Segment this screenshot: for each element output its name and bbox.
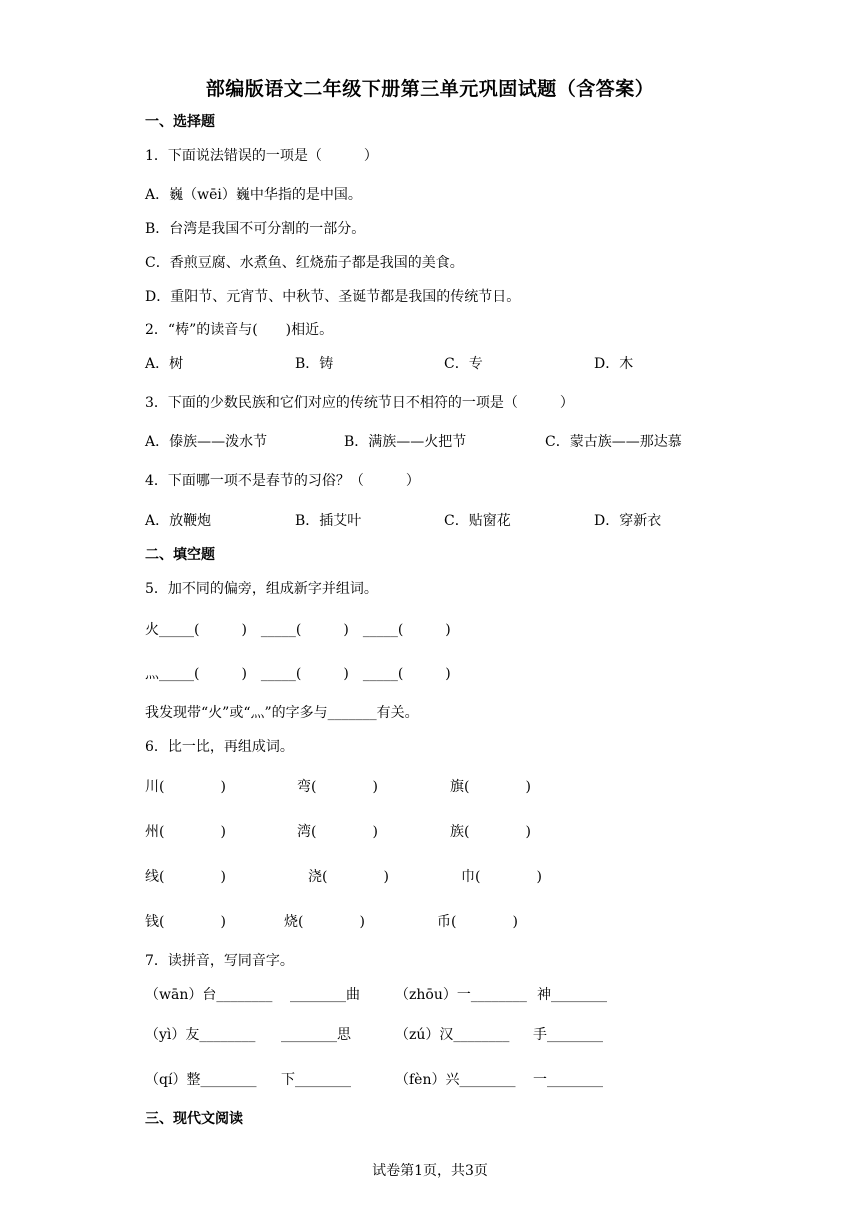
question-7-item: （wān）台________ [145,987,273,1003]
question-7-item: （yì）友________ [145,1027,256,1043]
question-2-stem: 2．“梼”的读音与( )相近。 [145,322,334,338]
question-7-item: （qí）整________ [145,1072,257,1088]
question-6-item: 弯( ) [297,779,378,795]
question-7-item: 神________ [537,987,607,1003]
question-6-item: 线( ) [145,869,226,885]
question-7-item: ________曲 [290,987,360,1003]
question-7-item: 下________ [281,1072,351,1088]
question-6-item: 旗( ) [450,779,531,795]
question-6-item: 州( ) [145,824,226,840]
question-6-item: 族( ) [450,824,531,840]
section-heading-fill-in: 二、填空题 [145,547,215,563]
question-6-item: 浇( ) [308,869,389,885]
question-4-option-c: C．贴窗花 [444,513,511,529]
question-2-option-a: A．树 [145,356,184,372]
question-7-item: 一________ [533,1072,603,1088]
question-2-option-d: D．木 [594,356,634,372]
section-heading-choice: 一、选择题 [145,114,215,130]
question-1-option-a: A．巍（wēi）巍中华指的是中国。 [145,187,362,203]
question-6-item: 烧( ) [284,914,365,930]
question-6-item: 川( ) [145,779,226,795]
question-2-option-c: C．专 [444,356,483,372]
question-7-item: 手________ [533,1027,603,1043]
question-1-stem: 1．下面说法错误的一项是（ ） [145,148,378,164]
question-4-option-d: D．穿新衣 [594,513,662,529]
question-3-stem: 3．下面的少数民族和它们对应的传统节日不相符的一项是（ ） [145,395,574,411]
question-3-option-c: C．蒙古族——那达慕 [545,434,682,450]
question-3-option-a: A．傣族——泼水节 [145,434,268,450]
question-3-option-b: B．满族——火把节 [344,434,467,450]
question-1-option-c: C．香煎豆腐、水煮鱼、红烧茄子都是我国的美食。 [145,255,464,271]
question-4-option-b: B．插艾叶 [295,513,362,529]
question-7-item: （zú）汉________ [395,1027,510,1043]
question-4-stem: 4．下面哪一项不是春节的习俗？（ ） [145,473,420,489]
question-7-stem: 7．读拼音，写同音字。 [145,953,294,969]
page-title: 部编版语文二年级下册第三单元巩固试题（含答案） [205,78,655,100]
question-4-option-a: A．放鞭炮 [145,513,212,529]
question-5-row-fire: 火_____( ) _____( ) _____( ) [145,622,451,638]
question-7-item: （fèn）兴________ [395,1072,516,1088]
question-6-item: 币( ) [437,914,518,930]
question-6-item: 钱( ) [145,914,226,930]
question-5-row-fire-dots: 灬_____( ) _____( ) _____( ) [145,666,451,682]
page-footer: 试卷第1页，共3页 [372,1163,488,1179]
question-5-conclusion: 我发现带“火”或“灬”的字多与_______有关。 [145,705,419,721]
question-2-option-b: B．铸 [295,356,334,372]
question-1-option-d: D．重阳节、元宵节、中秋节、圣诞节都是我国的传统节日。 [145,289,521,305]
question-7-item: （zhōu）一________ [395,987,527,1003]
question-6-stem: 6．比一比，再组成词。 [145,739,294,755]
question-1-option-b: B．台湾是我国不可分割的一部分。 [145,221,366,237]
section-heading-reading: 三、现代文阅读 [145,1111,243,1127]
question-6-item: 湾( ) [297,824,378,840]
question-7-item: ________思 [281,1027,351,1043]
question-5-stem: 5．加不同的偏旁，组成新字并组词。 [145,581,378,597]
question-6-item: 巾( ) [461,869,542,885]
